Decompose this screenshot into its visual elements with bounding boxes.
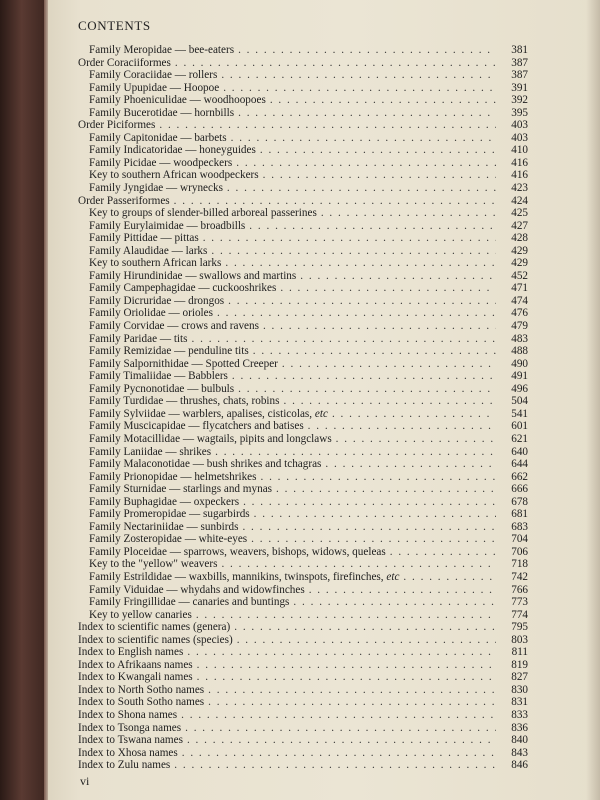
entry-page-number: 621	[511, 432, 528, 445]
entry-page-number: 541	[511, 407, 528, 420]
dot-leader	[196, 609, 496, 622]
contents-entry	[78, 446, 528, 459]
entry-title: Family Meropidae — bee-eaters	[89, 44, 235, 56]
entry-page-number: 811	[511, 646, 528, 659]
entry-page-number: 427	[511, 219, 528, 232]
dot-leader	[308, 420, 496, 433]
contents-entry	[78, 144, 528, 157]
entry-title: Family Pycnonotidae — bulbuls	[89, 382, 235, 395]
dot-leader	[276, 483, 496, 496]
entry-title: Index to Shona names	[78, 708, 178, 721]
contents-entry	[78, 696, 528, 709]
contents-entry	[78, 358, 528, 371]
dot-leader	[263, 169, 496, 182]
contents-entry	[78, 220, 528, 233]
contents-entry	[78, 709, 528, 722]
contents-entry	[78, 320, 528, 333]
entry-title: Family Nectariniidae — sunbirds	[89, 520, 239, 533]
entry-page-number: 429	[511, 244, 528, 257]
contents-entry	[78, 119, 528, 132]
dot-leader	[211, 245, 496, 258]
entry-title: Family Coraciidae — rollers	[89, 69, 218, 82]
dot-leader	[234, 621, 496, 634]
dot-leader	[175, 57, 496, 70]
entry-title: Family Capitonidae — barbets	[89, 131, 227, 144]
entry-page-number: 429	[511, 257, 528, 270]
contents-entry	[78, 257, 528, 270]
dot-leader	[232, 370, 496, 383]
entry-page-number: 704	[511, 533, 528, 546]
dot-leader	[260, 471, 496, 484]
contents-entry	[78, 57, 528, 70]
entry-page-number: 423	[511, 182, 528, 195]
entry-page-number: 395	[511, 106, 528, 119]
entry-title: Family Sylviidae — warblers, apalises, cisticolas, etc	[89, 407, 328, 420]
entry-page-number: 706	[511, 545, 528, 558]
contents-entry	[78, 207, 528, 220]
dot-leader	[197, 659, 496, 672]
entry-page-number: 387	[511, 56, 528, 69]
dot-leader	[242, 521, 496, 534]
contents-entry	[78, 496, 528, 509]
entry-title: Family Jyngidae — wrynecks	[89, 182, 223, 195]
dot-leader	[251, 533, 496, 546]
entry-title: Index to Kwangali names	[78, 671, 193, 684]
entry-title: Family Upupidae — Hoopoe	[89, 81, 220, 94]
entry-title: Family Timaliidae — Babblers	[89, 370, 228, 383]
contents-entry	[78, 558, 528, 571]
contents-entry	[78, 420, 528, 433]
contents-entry	[78, 94, 528, 107]
dot-leader	[280, 282, 496, 295]
entry-page-number: 644	[511, 458, 528, 471]
entry-page-number: 666	[511, 483, 528, 496]
entry-page-number: 504	[511, 395, 528, 408]
contents-entry	[78, 282, 528, 295]
entry-title: Key to southern African larks	[89, 257, 222, 270]
entry-page-number: 425	[511, 207, 528, 220]
contents-list	[78, 44, 528, 772]
contents-entry	[78, 433, 528, 446]
entry-page-number: 774	[511, 608, 528, 621]
entry-title: Key to groups of slender-billed arboreal passerines	[89, 207, 317, 220]
dot-leader	[254, 508, 496, 521]
entry-title: Family Bucerotidae — hornbills	[89, 106, 235, 119]
contents-entry	[78, 471, 528, 484]
dot-leader	[243, 496, 496, 509]
dot-leader	[187, 646, 496, 659]
entry-title: Family Remizidae — penduline tits	[89, 345, 249, 358]
entry-title: Family Laniidae — shrikes	[89, 445, 212, 458]
contents-entry	[78, 634, 528, 647]
entry-page-number: 471	[511, 282, 528, 295]
entry-page-number: 392	[511, 94, 528, 107]
entry-page-number: 490	[511, 357, 528, 370]
contents-entry	[78, 295, 528, 308]
dot-leader	[228, 295, 496, 308]
dot-leader	[293, 596, 496, 609]
entry-title: Family Oriolidae — orioles	[89, 307, 213, 320]
entry-title: Family Corvidae — crows and ravens	[89, 320, 259, 333]
entry-title: Family Ploceidae — sparrows, weavers, bishops, widows, queleas	[89, 545, 386, 558]
entry-page-number: 803	[511, 633, 528, 646]
dot-leader	[332, 408, 496, 421]
contents-entry	[78, 383, 528, 396]
dot-leader	[309, 584, 496, 597]
contents-entry	[78, 169, 528, 182]
entry-page-number: 766	[511, 583, 528, 596]
entry-title: Family Hirundinidae — swallows and martins	[89, 269, 297, 282]
dot-leader	[182, 747, 496, 760]
dot-leader	[284, 395, 497, 408]
dot-leader	[215, 446, 496, 459]
entry-title: Family Turdidae — thrushes, chats, robins	[89, 395, 280, 408]
contents-entry	[78, 245, 528, 258]
contents-entry	[78, 395, 528, 408]
dot-leader	[253, 345, 496, 358]
dot-leader	[185, 722, 496, 735]
entry-page-number: 601	[511, 420, 528, 433]
entry-page-number: 833	[511, 708, 528, 721]
entry-page-number: 416	[511, 156, 528, 169]
dot-leader	[174, 759, 496, 772]
dot-leader	[223, 82, 496, 95]
dot-leader	[270, 94, 496, 107]
dot-leader	[174, 195, 496, 208]
entry-title: Family Dicruridae — drongos	[89, 294, 225, 307]
entry-page-number: 827	[511, 671, 528, 684]
dot-leader	[300, 270, 496, 283]
entry-page-number: 718	[511, 558, 528, 571]
entry-page-number: 819	[511, 658, 528, 671]
entry-title: Index to Tsonga names	[78, 721, 182, 734]
contents-entry	[78, 82, 528, 95]
entry-title: Key to yellow canaries	[89, 608, 192, 621]
entry-page-number: 474	[511, 294, 528, 307]
contents-entry	[78, 609, 528, 622]
entry-title: Index to North Sotho names	[78, 683, 205, 696]
dot-leader	[192, 333, 496, 346]
entry-title: Family Buphagidae — oxpeckers	[89, 495, 240, 508]
entry-page-number: 683	[511, 520, 528, 533]
page-folio: vi	[80, 774, 90, 788]
entry-title: Index to scientific names (species)	[78, 633, 233, 646]
contents-entry	[78, 458, 528, 471]
dot-leader	[325, 458, 496, 471]
entry-title: Family Paridae — tits	[89, 332, 188, 345]
entry-page-number: 488	[511, 345, 528, 358]
entry-page-number: 846	[511, 759, 528, 772]
contents-entry	[78, 270, 528, 283]
dot-leader	[227, 182, 496, 195]
entry-page-number: 681	[511, 508, 528, 521]
entry-title: Index to scientific names (genera)	[78, 621, 231, 634]
dot-leader	[403, 571, 496, 584]
entry-title: Family Sturnidae — starlings and mynas	[89, 483, 273, 496]
entry-title: Family Pittidae — pittas	[89, 232, 199, 245]
contents-entry	[78, 584, 528, 597]
contents-entry	[78, 508, 528, 521]
entry-title: Family Alaudidae — larks	[89, 244, 208, 257]
entry-page-number: 452	[511, 269, 528, 282]
contents-entry	[78, 533, 528, 546]
entry-page-number: 387	[511, 69, 528, 82]
contents-entry	[78, 734, 528, 747]
entry-page-number: 831	[511, 696, 528, 709]
entry-page-number: 381	[511, 44, 528, 56]
entry-page-number: 843	[511, 746, 528, 759]
entry-title: Family Eurylaimidae — broadbills	[89, 219, 246, 232]
contents-entry	[78, 659, 528, 672]
contents-entry	[78, 195, 528, 208]
contents-entry	[78, 157, 528, 170]
entry-title: Index to South Sotho names	[78, 696, 205, 709]
contents-entry	[78, 684, 528, 697]
entry-title: Family Indicatoridae — honeyguides	[89, 144, 256, 157]
dot-leader	[390, 546, 496, 559]
entry-page-number: 640	[511, 445, 528, 458]
book-page	[48, 0, 600, 800]
entry-page-number: 795	[511, 621, 528, 634]
contents-entry	[78, 345, 528, 358]
entry-page-number: 416	[511, 169, 528, 182]
dot-leader	[208, 696, 496, 709]
contents-entry	[78, 571, 528, 584]
contents-entry	[78, 747, 528, 760]
contents-entry	[78, 333, 528, 346]
contents-entry	[78, 521, 528, 534]
dot-leader	[159, 119, 496, 132]
dot-leader	[236, 157, 496, 170]
entry-page-number: 424	[511, 194, 528, 207]
entry-title: Index to Tswana names	[78, 734, 183, 747]
dot-leader	[203, 232, 496, 245]
dot-leader	[221, 558, 496, 571]
dot-leader	[321, 207, 496, 220]
entry-title: Family Muscicapidae — flycatchers and batises	[89, 420, 304, 433]
entry-page-number: 496	[511, 382, 528, 395]
entry-title: Index to Zulu names	[78, 759, 171, 772]
entry-page-number: 840	[511, 734, 528, 747]
dot-leader	[231, 132, 496, 145]
contents-entry	[78, 107, 528, 120]
dot-leader	[249, 220, 496, 233]
dot-leader	[225, 257, 496, 270]
dot-leader	[282, 358, 496, 371]
entry-title: Family Prionopidae — helmetshrikes	[89, 470, 257, 483]
entry-page-number: 491	[511, 370, 528, 383]
entry-title: Order Passeriformes	[78, 194, 170, 207]
entry-title: Family Motacillidae — wagtails, pipits and longclaws	[89, 432, 332, 445]
entry-title: Family Estrildidae — waxbills, mannikins, twinspots, firefinches, etc	[89, 570, 400, 583]
entry-page-number: 476	[511, 307, 528, 320]
entry-title: Order Piciformes	[78, 119, 156, 132]
dot-leader	[221, 69, 496, 82]
entry-title: Family Malaconotidae — bush shrikes and tchagras	[89, 458, 322, 471]
entry-title: Family Viduidae — whydahs and widowfinches	[89, 583, 305, 596]
entry-title-italic: etc	[386, 570, 400, 583]
contents-entry	[78, 722, 528, 735]
entry-title: Index to Xhosa names	[78, 746, 178, 759]
entry-title: Index to English names	[78, 646, 184, 659]
entry-title: Index to Afrikaans names	[78, 658, 193, 671]
entry-title: Order Coraciiformes	[78, 56, 171, 69]
contents-entry	[78, 596, 528, 609]
entry-title: Family Fringillidae — canaries and buntings	[89, 596, 290, 609]
entry-title: Family Campephagidae — cuckooshrikes	[89, 282, 277, 295]
entry-page-number: 678	[511, 495, 528, 508]
contents-entry	[78, 408, 528, 421]
book-spine	[0, 0, 48, 800]
dot-leader	[181, 709, 496, 722]
contents-entry	[78, 44, 528, 57]
contents-entry	[78, 132, 528, 145]
contents-entry	[78, 69, 528, 82]
entry-title: Family Salpornithidae — Spotted Creeper	[89, 357, 278, 370]
entry-title: Family Promeropidae — sugarbirds	[89, 508, 250, 521]
entry-page-number: 403	[511, 119, 528, 132]
entry-title: Family Phoeniculidae — woodhoopoes	[89, 94, 266, 107]
entry-page-number: 403	[511, 131, 528, 144]
entry-title: Key to the "yellow" weavers	[89, 558, 218, 571]
entry-page-number: 483	[511, 332, 528, 345]
page-title: CONTENTS	[78, 18, 151, 33]
contents-entry	[78, 370, 528, 383]
entry-page-number: 391	[511, 81, 528, 94]
entry-page-number: 836	[511, 721, 528, 734]
dot-leader	[238, 383, 496, 396]
dot-leader	[197, 671, 496, 684]
dot-leader	[238, 107, 496, 120]
contents-entry	[78, 759, 528, 772]
contents-entry	[78, 646, 528, 659]
contents-entry	[78, 232, 528, 245]
entry-page-number: 479	[511, 320, 528, 333]
contents-entry	[78, 546, 528, 559]
dot-leader	[237, 634, 496, 647]
entry-page-number: 410	[511, 144, 528, 157]
contents-entry	[78, 307, 528, 320]
entry-page-number: 773	[511, 596, 528, 609]
entry-title: Family Zosteropidae — white-eyes	[89, 533, 248, 546]
contents-entry	[78, 182, 528, 195]
dot-leader	[263, 320, 496, 333]
dot-leader	[208, 684, 496, 697]
dot-leader	[217, 307, 496, 320]
contents-entry	[78, 671, 528, 684]
entry-page-number: 662	[511, 470, 528, 483]
dot-leader	[238, 44, 496, 57]
contents-entry	[78, 483, 528, 496]
dot-leader	[336, 433, 496, 446]
entry-page-number: 830	[511, 683, 528, 696]
entry-page-number: 428	[511, 232, 528, 245]
entry-page-number: 742	[511, 570, 528, 583]
entry-title: Key to southern African woodpeckers	[89, 169, 259, 182]
entry-title: Family Picidae — woodpeckers	[89, 156, 233, 169]
entry-title-italic: etc	[314, 407, 328, 420]
contents-entry	[78, 621, 528, 634]
dot-leader	[187, 734, 496, 747]
dot-leader	[260, 144, 496, 157]
